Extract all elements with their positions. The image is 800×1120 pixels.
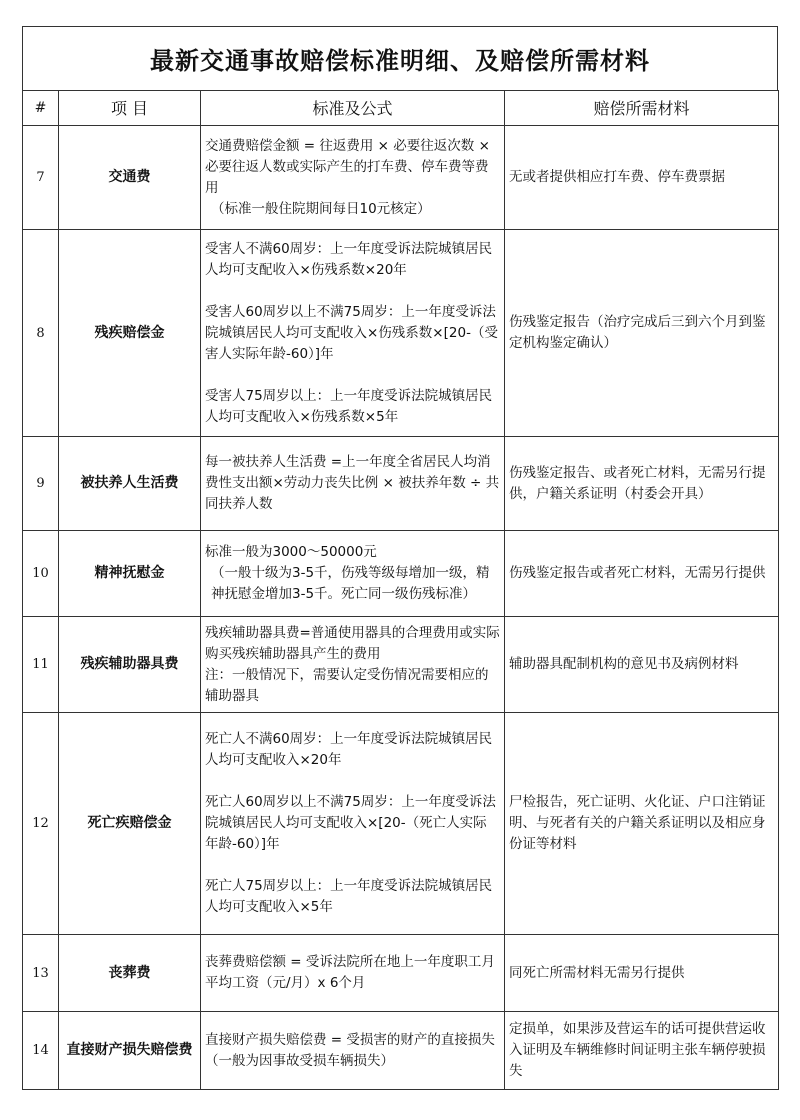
table-row (23, 437, 779, 531)
table-row (23, 126, 779, 230)
formula-line: 每一被扶养人生活费 =上一年度全省居民人均消费性支出额×劳动力丧失比例 × 被扶养年数 ÷ 共同扶养人数 (205, 454, 500, 512)
page-title: 最新交通事故赔偿标准明细、及赔偿所需材料 (22, 26, 778, 90)
row-num: 11 (23, 617, 59, 713)
row-materials: 定损单，如果涉及营运车的话可提供营运收入证明及车辆维修时间证明主张车辆停驶损失 (505, 1012, 779, 1090)
row-num: 14 (23, 1012, 59, 1090)
row-item: 被扶养人生活费 (59, 437, 201, 531)
row-item: 丧葬费 (59, 935, 201, 1012)
formula-line: 交通费赔偿金额 = 往返费用 × 必要往返次数 × 必要往返人数或实际产生的打车费、停车费等费用 (205, 137, 490, 196)
formula-line: 直接财产损失赔偿费 = 受损害的财产的直接损失（一般为因事故受损车辆损失） (205, 1031, 495, 1069)
row-num: 12 (23, 713, 59, 935)
table-row (23, 713, 779, 935)
row-formula (201, 713, 505, 935)
header-formula: 标准及公式 (201, 91, 505, 126)
row-materials: 伤残鉴定报告或者死亡材料，无需另行提供 (505, 531, 779, 617)
row-num: 8 (23, 230, 59, 437)
formula-line: 受害人60周岁以上不满75周岁：上一年度受诉法院城镇居民人均可支配收入×伤残系数×[20-（受害人实际年龄-60）]年 (205, 303, 498, 362)
row-num: 9 (23, 437, 59, 531)
table-row (23, 230, 779, 437)
formula-line: 死亡人不满60周岁：上一年度受诉法院城镇居民人均可支配收入×20年 (205, 731, 493, 768)
row-item: 残疾辅助器具费 (59, 617, 201, 713)
row-formula (201, 935, 505, 1012)
row-formula (201, 1012, 505, 1090)
row-formula (201, 126, 505, 230)
row-item: 直接财产损失赔偿费 (59, 1012, 201, 1090)
row-item: 交通费 (59, 126, 201, 230)
formula-line: 丧葬费赔偿额 = 受诉法院所在地上一年度职工月平均工资（元/月）x 6个月 (205, 954, 495, 991)
table-row (23, 935, 779, 1012)
row-materials: 无或者提供相应打车费、停车费票据 (505, 126, 779, 230)
formula-line: 受害人75周岁以上：上一年度受诉法院城镇居民人均可支配收入×伤残系数×5年 (205, 387, 493, 425)
row-formula (201, 230, 505, 437)
formula-line: （标准一般住院期间每日10元核定） (211, 200, 431, 217)
formula-line: 死亡人75周岁以上：上一年度受诉法院城镇居民人均可支配收入×5年 (205, 878, 493, 915)
row-item: 死亡疾赔偿金 (59, 713, 201, 935)
formula-line: 死亡人60周岁以上不满75周岁：上一年度受诉法院城镇居民人均可支配收入×[20-（死亡人实际年龄-60）]年 (205, 794, 496, 852)
table-row (23, 617, 779, 713)
row-materials: 尸检报告，死亡证明、火化证、户口注销证明、与死者有关的户籍关系证明以及相应身份证等材料 (505, 713, 779, 935)
formula-line: （一般十级为3-5千，伤残等级每增加一级，精神抚慰金增加3-5千。死亡同一级伤残标准） (211, 565, 490, 602)
table-row (23, 531, 779, 617)
compensation-table (22, 90, 779, 1090)
row-num: 13 (23, 935, 59, 1012)
formula-line: 标准一般为3000～50000元 (205, 544, 377, 560)
table-header-row (23, 91, 779, 126)
compensation-sheet (22, 26, 778, 1090)
row-materials: 同死亡所需材料无需另行提供 (505, 935, 779, 1012)
row-item: 精神抚慰金 (59, 531, 201, 617)
row-formula (201, 437, 505, 531)
row-materials: 伤残鉴定报告、或者死亡材料，无需另行提供，户籍关系证明（村委会开具） (505, 437, 779, 531)
formula-line: 残疾辅助器具费=普通使用器具的合理费用或实际购买残疾辅助器具产生的费用 (205, 624, 500, 662)
formula-line: 注：一般情况下，需要认定受伤情况需要相应的辅助器具 (205, 666, 489, 704)
table-row (23, 1012, 779, 1090)
formula-line: 受害人不满60周岁：上一年度受诉法院城镇居民人均可支配收入×伤残系数×20年 (205, 240, 493, 278)
row-formula (201, 531, 505, 617)
header-num: # (23, 91, 59, 126)
row-materials: 辅助器具配制机构的意见书及病例材料 (505, 617, 779, 713)
row-num: 7 (23, 126, 59, 230)
row-num: 10 (23, 531, 59, 617)
row-item: 残疾赔偿金 (59, 230, 201, 437)
row-materials: 伤残鉴定报告（治疗完成后三到六个月到鉴定机构鉴定确认） (505, 230, 779, 437)
header-materials: 赔偿所需材料 (505, 91, 779, 126)
header-item: 项 目 (59, 91, 201, 126)
row-formula (201, 617, 505, 713)
